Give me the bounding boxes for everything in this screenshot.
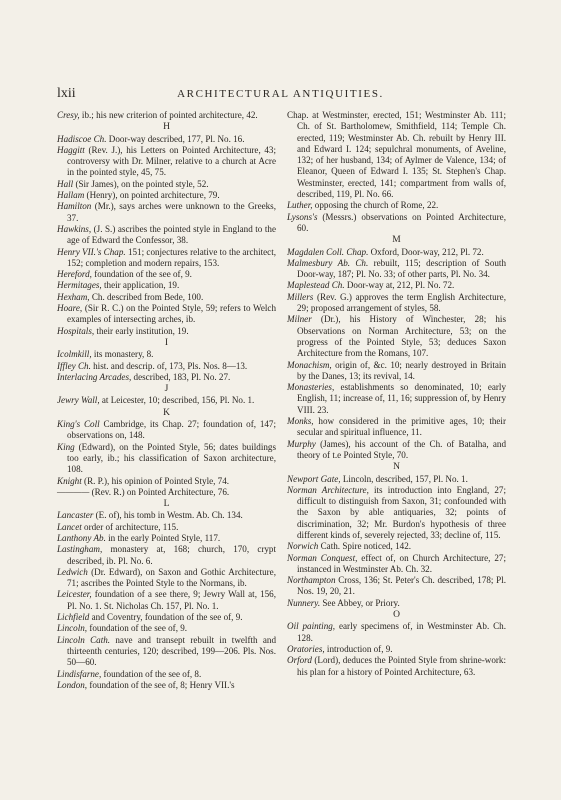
entry-text: effect of, on Church Architecture, 27; instanced in Westminster Ab. Ch. 32. bbox=[297, 552, 507, 574]
entry-text: how considered in the primitive ages, 10; their secular and spiritual influence, 11. bbox=[297, 416, 506, 438]
entry-text: Cath. Spire noticed, 142. bbox=[318, 541, 412, 552]
index-entry bbox=[57, 303, 276, 326]
entry-headword: Hospitals, bbox=[57, 325, 95, 336]
entry-text: foundation of a see there, 9; Jewry Wall at, 156, Pl. No. 1. St. Nicholas Ch. 157, Pl. No. 1. bbox=[67, 589, 276, 611]
entry-text: described, 183, Pl. No. 27. bbox=[131, 371, 231, 382]
entry-headword: ———— bbox=[57, 486, 90, 497]
entry-headword: Hermitages, bbox=[57, 280, 102, 291]
entry-headword: Norman Conquest, bbox=[287, 552, 358, 563]
entry-text: (James), his account of the Ch. of Batalha, and theory of t.e Pointed Style, 70. bbox=[297, 438, 506, 460]
index-entry bbox=[57, 476, 276, 487]
entry-headword: King bbox=[57, 441, 75, 452]
index-entry bbox=[57, 442, 276, 476]
index-entry bbox=[287, 280, 506, 291]
index-entry bbox=[57, 145, 276, 179]
index-entry bbox=[287, 200, 506, 211]
entry-text: (Rev. R.) on Pointed Architecture, 76. bbox=[89, 486, 230, 497]
index-entry bbox=[57, 533, 276, 544]
entry-text: Cross, 136; St. Peter's Ch. described, 178; Pl. Nos. 19, 20, 21. bbox=[297, 575, 506, 597]
entry-text: order of architecture, 115. bbox=[81, 521, 179, 532]
index-column-left bbox=[57, 110, 276, 691]
entry-text: Cambridge, its Chap. 27; foundation of, 147; observations on, 148. bbox=[67, 419, 276, 441]
entry-text: Door-way at, 212, Pl. No. 72. bbox=[344, 280, 455, 291]
entry-headword: Hexham, bbox=[57, 291, 90, 302]
entry-headword: Jewry Wall, bbox=[57, 395, 100, 406]
entry-headword: Hawkins, bbox=[57, 223, 92, 234]
entry-text: their application, 19. bbox=[101, 280, 180, 291]
index-entry bbox=[287, 439, 506, 462]
entry-headword: Maplestead Ch. bbox=[287, 280, 345, 291]
entry-headword: Malmesbury Ab. Ch. bbox=[287, 257, 369, 268]
entry-text: (R. P.), his opinion of Pointed Style, 74. bbox=[81, 475, 230, 486]
index-entry bbox=[287, 314, 506, 359]
index-entry bbox=[57, 623, 276, 634]
entry-headword: Lanthony Ab. bbox=[57, 532, 106, 543]
index-entry bbox=[57, 635, 276, 669]
entry-text: establishments so denominated, 10; early English, 11; increase of, 11, 16; suppression of, by Henry VIII. 23. bbox=[297, 382, 506, 415]
index-entry bbox=[57, 680, 276, 691]
entry-text: Ch. described from Bede, 100. bbox=[89, 291, 204, 302]
entry-headword: Lindisfarne, bbox=[57, 668, 102, 679]
entry-headword: Milner bbox=[287, 314, 312, 325]
index-entry bbox=[57, 361, 276, 372]
index-entry bbox=[287, 553, 506, 576]
entry-headword: Knight bbox=[57, 475, 82, 486]
entry-text: its monastery, 8. bbox=[91, 349, 154, 360]
entry-text: early specimens of, in Westminster Ab. Ch. 128. bbox=[297, 621, 507, 643]
index-entry bbox=[57, 179, 276, 190]
entry-headword: Norwich bbox=[287, 541, 319, 552]
entry-headword: Interlacing Arcades, bbox=[57, 371, 132, 382]
entry-text: foundation of the see of, 8. bbox=[101, 668, 202, 679]
index-entry-continued bbox=[287, 110, 506, 200]
section-letter: L bbox=[163, 499, 170, 510]
entry-text: Chap. at Westminster, erected, 151; Westminster Ab. 111; Ch. of St. Bartholomew, Smithfield, 114; Temple Ch. erected, 119; Westminster Ab. Ch. rebuilt by Henry III. and Edward I. 124; sepulchral monuments, of Aveline, 132; of her husband, 134; of Aylmer de Valence, 134; of Eleanor, Queen of Edward I. 135; St. Stephen's Chap. Westminster, erected, 141; compartment from walls of, described, 119, Pl. No. 66. bbox=[287, 110, 506, 200]
entry-text: (Lord), deduces the Pointed Style from shrine-work: his plan for a history of Pointed Architecture, 63. bbox=[297, 655, 506, 677]
index-entry bbox=[57, 269, 276, 280]
entry-headword: Newport Gate, bbox=[287, 473, 341, 484]
entry-text: opposing the church of Rome, 22. bbox=[312, 200, 439, 211]
entry-headword: Lincoln Cath. bbox=[57, 634, 111, 645]
entry-headword: Luther, bbox=[287, 200, 313, 211]
entry-headword: Lincoln, bbox=[57, 623, 88, 634]
entry-headword: Lichfield bbox=[57, 612, 90, 623]
entry-text: hist. and descrip. of, 173, Pls. Nos. 8—13. bbox=[90, 360, 248, 371]
running-title: ARCHITECTURAL ANTIQUITIES. bbox=[177, 88, 384, 100]
index-entry bbox=[287, 485, 506, 541]
entry-headword: Hadiscoe Ch. bbox=[57, 133, 107, 144]
index-entry bbox=[287, 575, 506, 598]
entry-headword: Lancaster bbox=[57, 510, 94, 521]
entry-text: origin of, &c. 10; nearly destroyed in Britain by the Danes, 13; its revival, 14. bbox=[297, 359, 506, 381]
index-entry bbox=[57, 522, 276, 533]
entry-headword: Hamilton bbox=[57, 201, 92, 212]
index-entry bbox=[287, 655, 506, 678]
index-entry bbox=[57, 395, 276, 406]
entry-headword: Oil painting, bbox=[287, 621, 336, 632]
entry-text: (Henry), on pointed architecture, 79. bbox=[84, 190, 220, 201]
index-entry bbox=[287, 621, 506, 644]
index-entry bbox=[57, 201, 276, 224]
entry-headword: Magdalen Coll. Chap. bbox=[287, 246, 369, 257]
section-letter: J bbox=[164, 384, 169, 395]
index-entry bbox=[57, 510, 276, 521]
entry-headword: Hereford, bbox=[57, 269, 92, 280]
entry-text: (Rev. J.), his Letters on Pointed Architecture, 43; controversy with Dr. Milner, relative to a church at Acre in the pointed style, 45, 75. bbox=[67, 144, 276, 178]
entry-text: at Leicester, 10; described, 156, Pl. No. 1. bbox=[99, 395, 255, 406]
index-column-right bbox=[287, 110, 506, 678]
entry-headword: Nunnery. bbox=[287, 597, 321, 608]
entry-text: Oxford, Door-way, 212, Pl. 72. bbox=[368, 246, 484, 257]
entry-text: Lincoln, described, 157, Pl. No. 1. bbox=[340, 473, 468, 484]
entry-headword: Lancet bbox=[57, 521, 82, 532]
entry-headword: Icolmkill, bbox=[57, 349, 92, 360]
index-entry bbox=[57, 280, 276, 291]
index-entry bbox=[287, 541, 506, 552]
section-letter: N bbox=[393, 462, 400, 473]
entry-headword: Henry VII.'s Chap. bbox=[57, 246, 126, 257]
index-entry bbox=[57, 669, 276, 680]
entry-text: nave and transept rebuilt in twelfth and thirteenth centuries, 120; described, 199—206. Pls. Nos. 50—60. bbox=[67, 634, 276, 668]
entry-text: ib.; his new criterion of pointed architecture, 42. bbox=[79, 110, 258, 120]
entry-text: its introduction into England, 27; difficult to distinguish from Saxon, 31; confounded with the Saxon by able antiquaries, 32; points of discrimination, 32; Mr. Burdon's hypothesis of three different kinds of, severely rejected, 33; decline of, 115. bbox=[297, 484, 506, 540]
entry-headword: Ledwich bbox=[57, 566, 88, 577]
entry-text: (E. of), his tomb in Westm. Ab. Ch. 134. bbox=[93, 510, 243, 521]
entry-headword: Orford bbox=[287, 655, 312, 666]
entry-text: (Rev. G.) approves the term English Architecture, 29; proposed arrangement of styles, 58. bbox=[297, 291, 506, 314]
section-letter: O bbox=[393, 610, 400, 621]
index-entry bbox=[57, 419, 276, 442]
entry-text: foundation of the see of, 9. bbox=[87, 623, 188, 634]
index-entry bbox=[57, 612, 276, 623]
entry-headword: Lastingham, bbox=[57, 544, 103, 555]
section-letter: K bbox=[163, 407, 170, 418]
entry-text: introduction of, 9. bbox=[324, 643, 393, 654]
entry-text: in the early Pointed Style, 117. bbox=[105, 532, 221, 543]
entry-headword: Monks, bbox=[287, 416, 314, 427]
index-entry bbox=[287, 382, 506, 416]
entry-headword: Leicester, bbox=[57, 589, 92, 600]
entry-text: (Edward), on the Pointed Style, 56; dates buildings too early, ib.; his classification of Saxon architecture, 108. bbox=[67, 441, 276, 475]
entry-text: 151; conjectures relative to the architect, 152; completion and modern repairs, 153. bbox=[67, 246, 276, 268]
entry-headword: King's Coll bbox=[57, 419, 100, 430]
index-entry bbox=[57, 110, 276, 121]
entry-text: monastery at, 168; church, 170, crypt described, ib. Pl. No. 6. bbox=[67, 544, 276, 566]
entry-headword: Norman Architecture, bbox=[287, 484, 369, 495]
entry-headword: Cresy, bbox=[57, 110, 80, 120]
entry-headword: Murphy bbox=[287, 438, 316, 449]
entry-text: their early institution, 19. bbox=[94, 325, 189, 336]
index-entry bbox=[287, 474, 506, 485]
entry-text: (Messrs.) observations on Pointed Architecture, 60. bbox=[297, 211, 506, 233]
index-entry bbox=[57, 326, 276, 337]
entry-headword: Hallam bbox=[57, 190, 85, 201]
section-letter: H bbox=[163, 122, 170, 133]
entry-headword: Monasteries, bbox=[287, 382, 335, 393]
index-entry bbox=[287, 598, 506, 609]
page-header bbox=[57, 86, 504, 104]
index-entry bbox=[287, 416, 506, 439]
entry-text: rebuilt, 115; description of South Door-way, 187; Pl. No. 33; of other parts, Pl. No. 34. bbox=[297, 257, 506, 280]
index-entry bbox=[57, 567, 276, 590]
index-entry bbox=[57, 247, 276, 270]
index-entry bbox=[57, 544, 276, 567]
index-entry bbox=[287, 644, 506, 655]
entry-headword: Hoare, bbox=[57, 303, 83, 314]
index-entry bbox=[57, 134, 276, 145]
index-entry bbox=[57, 224, 276, 247]
index-entry bbox=[57, 487, 276, 498]
entry-headword: Iffley Ch. bbox=[57, 360, 91, 371]
entry-text: See Abbey, or Priory. bbox=[320, 597, 400, 608]
entry-text: (Mr.), says arches were unknown to the Greeks, 37. bbox=[67, 201, 276, 223]
entry-text: (Dr. Edward), on Saxon and Gothic Architecture, 71; ascribes the Pointed Style to the Normans, ib. bbox=[67, 566, 276, 589]
section-letter: I bbox=[164, 337, 169, 348]
entry-text: foundation of the see of, 8; Henry VII.'s bbox=[87, 679, 235, 690]
index-entry bbox=[287, 360, 506, 383]
index-entry bbox=[287, 292, 506, 315]
index-entry bbox=[57, 589, 276, 612]
index-entry bbox=[57, 190, 276, 201]
section-letter: M bbox=[392, 235, 401, 246]
entry-headword: Northampton bbox=[287, 575, 336, 586]
entry-headword: Monachism, bbox=[287, 359, 332, 370]
index-entry bbox=[57, 292, 276, 303]
index-entry bbox=[57, 349, 276, 360]
entry-text: (Sir R. C.) on the Pointed Style, 59; refers to Welch examples of intersecting arches, ib. bbox=[67, 303, 276, 325]
index-entry bbox=[57, 372, 276, 383]
entry-text: (J. S.) ascribes the pointed style in England to the age of Edward the Confessor, 38. bbox=[67, 223, 276, 246]
entry-headword: Oratories, bbox=[287, 643, 325, 654]
index-entry bbox=[287, 247, 506, 258]
index-entry bbox=[287, 258, 506, 281]
entry-headword: Haggitt bbox=[57, 144, 85, 155]
entry-headword: Hall bbox=[57, 178, 74, 189]
entry-text: and Coventry, foundation of the see of, 9. bbox=[89, 612, 243, 623]
entry-text: foundation of the see of, 9. bbox=[91, 269, 192, 280]
page-number: lxii bbox=[57, 86, 76, 101]
entry-text: Door-way described, 177, Pl. No. 16. bbox=[106, 133, 245, 144]
entry-headword: Lysons's bbox=[287, 211, 318, 222]
index-entry bbox=[287, 212, 506, 235]
entry-text: (Sir James), on the pointed style, 52. bbox=[73, 178, 209, 189]
entry-headword: London, bbox=[57, 679, 88, 690]
entry-headword: Millers bbox=[287, 291, 314, 302]
entry-text: (Dr.), his History of Winchester, 28; his Observations on Norman Architecture, 53; on the progress of the Pointed Style, 53; deduces Saxon Architecture from the Romans, 107. bbox=[297, 314, 506, 359]
